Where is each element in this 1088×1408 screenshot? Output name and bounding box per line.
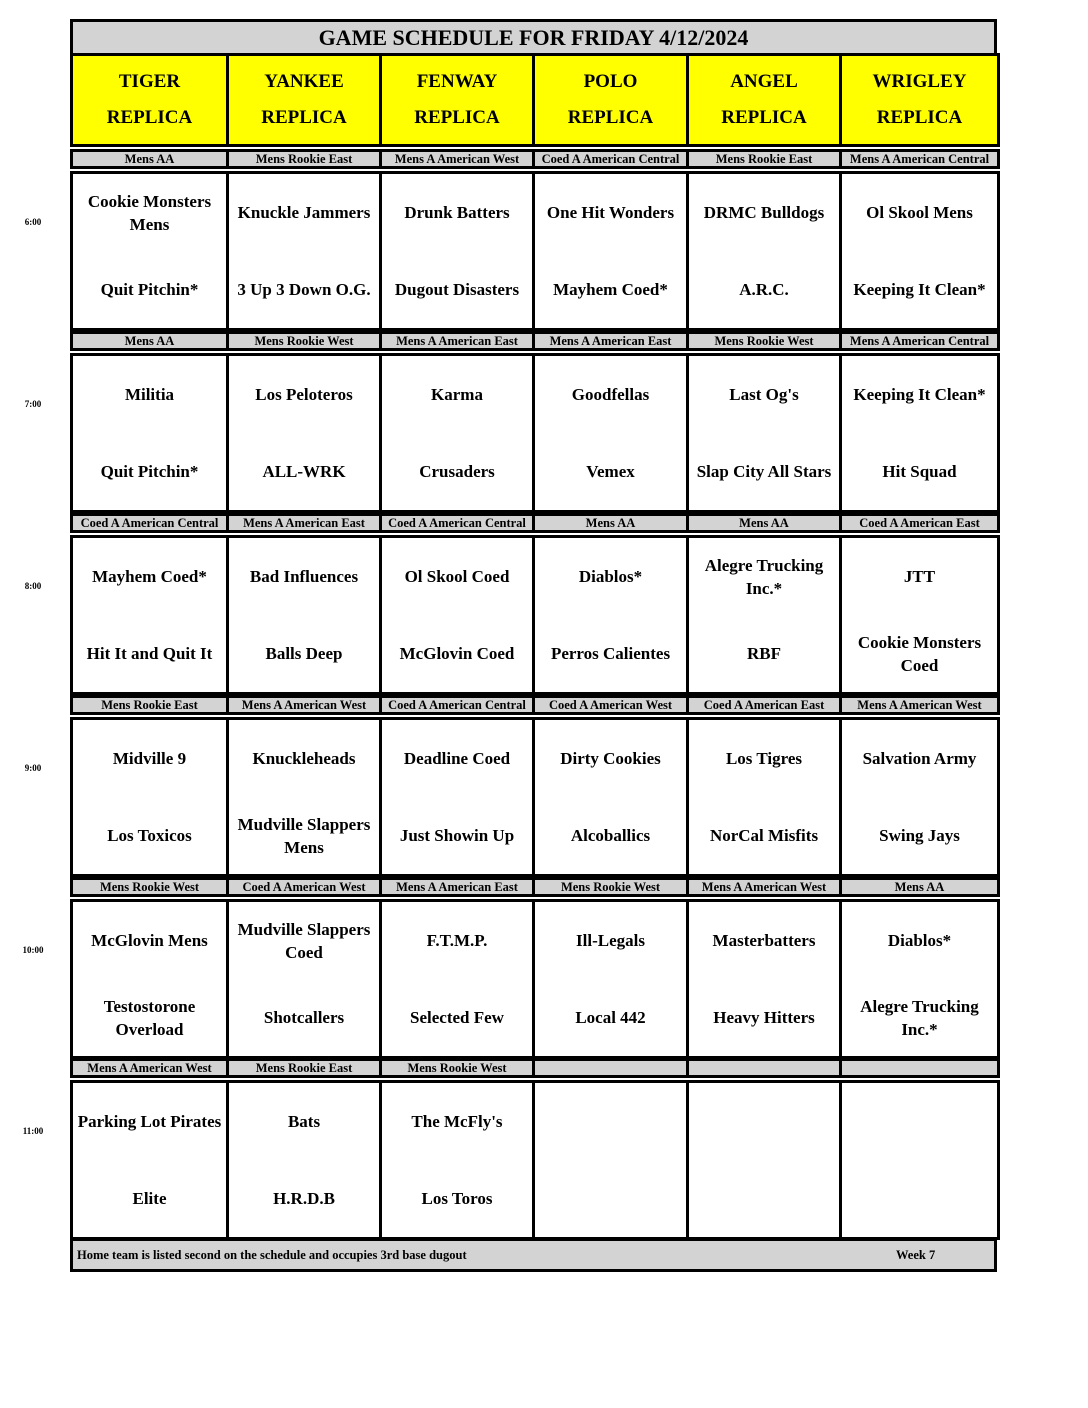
division-label: Mens A American Central: [839, 149, 1000, 169]
home-team: Hit Squad: [882, 462, 957, 481]
home-team: Mayhem Coed*: [553, 280, 668, 299]
away-team: Knuckleheads: [252, 749, 356, 768]
home-team: H.R.D.B: [273, 1189, 335, 1208]
away-team: Mudville Slappers Coed: [237, 919, 371, 962]
division-label: Mens A American East: [226, 513, 382, 533]
home-team: NorCal Misfits: [709, 826, 819, 845]
away-team: Masterbatters: [712, 931, 816, 950]
division-label: [686, 1058, 842, 1078]
game-cell: [226, 717, 382, 877]
week-label: Week 7: [896, 1247, 936, 1262]
game-cell: [532, 535, 689, 695]
game-cell: [70, 171, 229, 331]
game-cell: [379, 899, 535, 1059]
home-team: Just Showin Up: [399, 826, 515, 845]
away-team: Ol Skool Coed: [404, 567, 510, 586]
division-label: Mens AA: [70, 331, 229, 351]
division-label: Coed A American West: [532, 695, 689, 715]
game-cell: [379, 353, 535, 513]
division-label: Mens A American Central: [839, 331, 1000, 351]
division-label: Mens A American West: [226, 695, 382, 715]
game-cell: [532, 353, 689, 513]
division-label: [839, 1058, 1000, 1078]
home-team: Quit Pitchin*: [100, 280, 199, 299]
game-cell: [532, 171, 689, 331]
division-label: Mens Rookie East: [226, 149, 382, 169]
field-subtitle: REPLICA: [721, 107, 807, 128]
away-team: Alegre Trucking Inc.*: [704, 555, 824, 598]
away-team: Karma: [431, 385, 483, 404]
field-name: POLO: [583, 71, 638, 92]
time-label: 7:00: [24, 399, 42, 409]
home-team: Dugout Disasters: [394, 280, 520, 299]
home-team: Heavy Hitters: [713, 1008, 815, 1027]
time-label: 8:00: [24, 581, 42, 591]
field-subtitle: REPLICA: [261, 107, 347, 128]
away-team: The McFly's: [411, 1112, 503, 1131]
away-team: DRMC Bulldogs: [703, 203, 825, 222]
away-team: Keeping It Clean*: [853, 385, 986, 404]
home-team: ALL-WRK: [262, 462, 346, 481]
field-header: [686, 53, 842, 147]
division-label: Coed A American East: [839, 513, 1000, 533]
division-label: [532, 1058, 689, 1078]
home-team: Elite: [132, 1189, 167, 1208]
game-cell: [70, 353, 229, 513]
field-name: FENWAY: [416, 71, 498, 92]
division-label: Mens Rookie West: [532, 877, 689, 897]
division-label: Mens Rookie West: [686, 331, 842, 351]
game-cell: [70, 535, 229, 695]
division-label: Mens AA: [70, 149, 229, 169]
away-team: Goodfellas: [571, 385, 650, 404]
home-team: Los Toxicos: [107, 826, 192, 845]
away-team: Diablos*: [578, 567, 643, 586]
game-cell: [686, 535, 842, 695]
home-team: Selected Few: [410, 1008, 504, 1027]
game-cell: [686, 899, 842, 1059]
away-team: Last Og's: [729, 385, 799, 404]
game-cell: [226, 899, 382, 1059]
home-team: Keeping It Clean*: [853, 280, 986, 299]
home-team: Alegre Trucking Inc.*: [860, 996, 979, 1039]
away-team: Midville 9: [112, 749, 187, 768]
away-team: [689, 1083, 839, 1160]
game-cell: [532, 899, 689, 1059]
game-cell: [379, 171, 535, 331]
game-cell: [686, 717, 842, 877]
home-team: [689, 1160, 839, 1237]
home-team: Alcoballics: [570, 826, 651, 845]
game-cell: [839, 717, 1000, 877]
away-team: Ill-Legals: [576, 931, 645, 950]
away-team: Deadline Coed: [403, 749, 511, 768]
division-label: Mens Rookie West: [226, 331, 382, 351]
field-subtitle: REPLICA: [414, 107, 500, 128]
game-cell: [226, 535, 382, 695]
home-team: [842, 1160, 997, 1237]
away-team: Bad Influences: [249, 567, 359, 586]
game-cell: [686, 1080, 842, 1240]
home-team: Balls Deep: [265, 644, 343, 663]
away-team: Los Tigres: [725, 749, 803, 768]
field-name: TIGER: [118, 71, 181, 92]
division-label: Mens A American West: [379, 149, 535, 169]
home-team: Quit Pitchin*: [100, 462, 199, 481]
away-team: F.T.M.P.: [426, 931, 488, 950]
home-team: Shotcallers: [263, 1008, 345, 1027]
home-team: Mudville Slappers Mens: [237, 814, 371, 857]
division-label: Coed A American Central: [70, 513, 229, 533]
field-subtitle: REPLICA: [106, 107, 193, 128]
home-team: Los Toros: [421, 1189, 493, 1208]
game-cell: [379, 1080, 535, 1240]
division-label: Coed A American Central: [532, 149, 689, 169]
game-cell: [839, 353, 1000, 513]
game-cell: [839, 535, 1000, 695]
home-team: Perros Calientes: [550, 644, 671, 663]
division-label: Coed A American East: [686, 695, 842, 715]
division-label: Mens Rookie West: [379, 1058, 535, 1078]
game-cell: [379, 535, 535, 695]
away-team: Mayhem Coed*: [92, 567, 207, 586]
field-subtitle: REPLICA: [876, 107, 963, 128]
division-label: Coed A American West: [226, 877, 382, 897]
away-team: Bats: [287, 1112, 321, 1131]
game-cell: [70, 1080, 229, 1240]
home-team: McGlovin Coed: [399, 644, 515, 663]
home-team: Crusaders: [419, 462, 495, 481]
schedule-title: GAME SCHEDULE FOR FRIDAY 4/12/2024: [70, 19, 997, 56]
home-team: Testostorone Overload: [103, 996, 196, 1039]
field-header: [379, 53, 535, 147]
division-label: Mens Rookie East: [686, 149, 842, 169]
away-team: [842, 1083, 997, 1160]
division-label: Mens A American East: [532, 331, 689, 351]
field-header: [532, 53, 689, 147]
home-team: Slap City All Stars: [696, 462, 832, 481]
away-team: Militia: [124, 385, 175, 404]
field-header: [70, 53, 229, 147]
home-team-note: Home team is listed second on the schedule and occupies 3rd base dugout: [77, 1247, 467, 1262]
field-name: ANGEL: [730, 71, 798, 92]
division-label: Coed A American Central: [379, 513, 535, 533]
home-team: Vemex: [586, 462, 635, 481]
field-name: YANKEE: [264, 71, 344, 92]
away-team: One Hit Wonders: [546, 203, 675, 222]
game-cell: [379, 717, 535, 877]
away-team: Cookie Monsters Mens: [87, 191, 212, 234]
away-team: Salvation Army: [862, 749, 977, 768]
division-label: Mens AA: [532, 513, 689, 533]
home-team: Local 442: [575, 1008, 646, 1027]
home-team: RBF: [747, 644, 781, 663]
field-header: [226, 53, 382, 147]
field-subtitle: REPLICA: [567, 107, 654, 128]
away-team: Knuckle Jammers: [237, 203, 371, 222]
game-cell: [839, 1080, 1000, 1240]
division-label: Mens A American West: [686, 877, 842, 897]
game-cell: [532, 717, 689, 877]
division-label: Coed A American Central: [379, 695, 535, 715]
home-team: Cookie Monsters Coed: [857, 632, 982, 675]
division-label: Mens A American West: [839, 695, 1000, 715]
field-header: [839, 53, 1000, 147]
game-cell: [839, 899, 1000, 1059]
field-name: WRIGLEY: [872, 71, 967, 92]
division-label: Mens A American West: [70, 1058, 229, 1078]
away-team: McGlovin Mens: [91, 931, 208, 950]
game-cell: [70, 717, 229, 877]
division-label: Mens Rookie West: [70, 877, 229, 897]
time-label: 6:00: [24, 217, 42, 227]
away-team: Ol Skool Mens: [866, 203, 973, 222]
game-cell: [70, 899, 229, 1059]
home-team: [535, 1160, 686, 1237]
away-team: Dirty Cookies: [560, 749, 661, 768]
division-label: Mens Rookie East: [70, 695, 229, 715]
away-team: Diablos*: [887, 931, 952, 950]
home-team: Hit It and Quit It: [86, 644, 213, 663]
away-team: Los Peloteros: [255, 385, 353, 404]
game-cell: [686, 171, 842, 331]
away-team: JTT: [903, 567, 936, 586]
time-label: 9:00: [24, 763, 42, 773]
game-cell: [226, 171, 382, 331]
game-cell: [226, 1080, 382, 1240]
division-label: Mens AA: [839, 877, 1000, 897]
game-cell: [686, 353, 842, 513]
division-label: Mens A American East: [379, 331, 535, 351]
time-label: 11:00: [22, 1126, 44, 1136]
game-cell: [532, 1080, 689, 1240]
schedule-table: [70, 19, 997, 1272]
time-label: 10:00: [22, 945, 44, 955]
division-label: Mens AA: [686, 513, 842, 533]
home-team: Swing Jays: [879, 826, 960, 845]
game-cell: [839, 171, 1000, 331]
away-team: Drunk Batters: [404, 203, 510, 222]
division-label: Mens A American East: [379, 877, 535, 897]
schedule-footer: [70, 1238, 997, 1272]
division-label: Mens Rookie East: [226, 1058, 382, 1078]
home-team: 3 Up 3 Down O.G.: [237, 280, 371, 299]
home-team: A.R.C.: [739, 280, 789, 299]
away-team: [535, 1083, 686, 1160]
game-cell: [226, 353, 382, 513]
away-team: Parking Lot Pirates: [77, 1112, 222, 1131]
